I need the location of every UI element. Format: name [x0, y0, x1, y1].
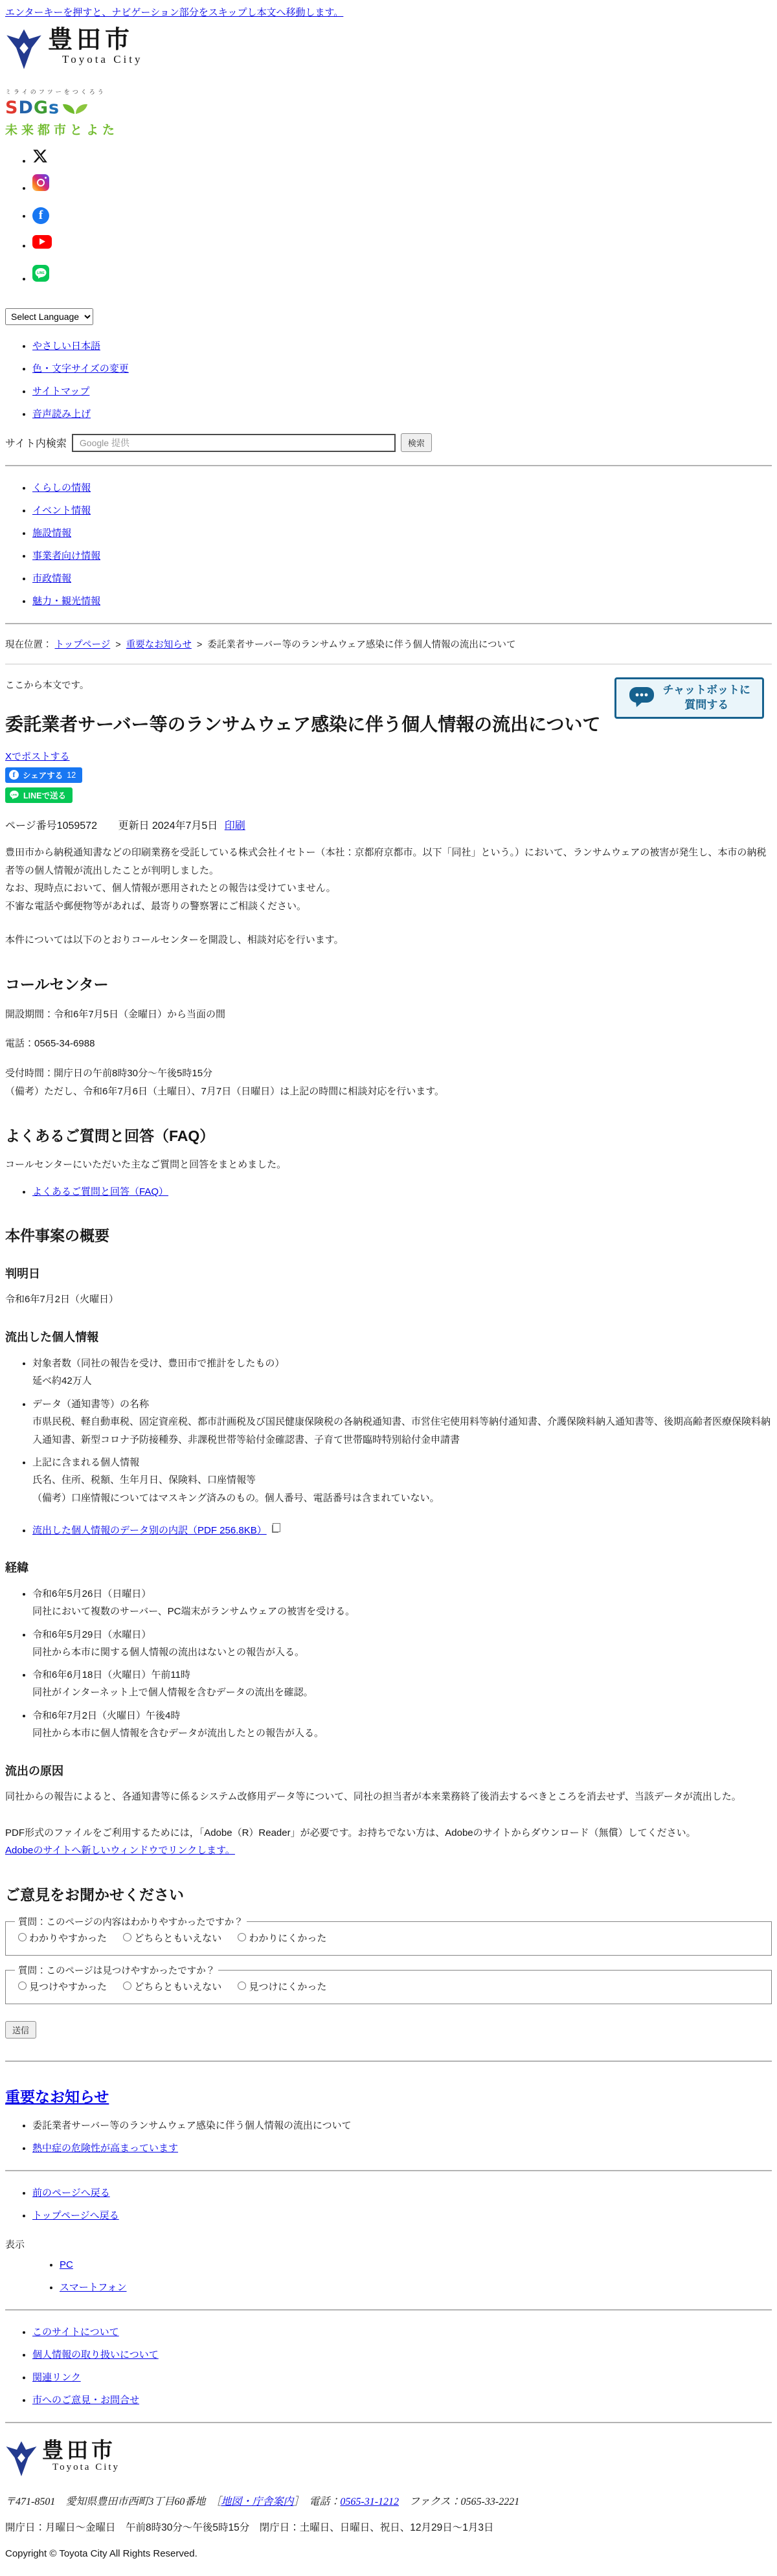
intro-section — [5, 844, 772, 949]
back-link[interactable]: 前のページへ戻る — [32, 2187, 110, 2199]
city-name-en: Toyota City — [62, 52, 143, 65]
radio-button[interactable] — [18, 1933, 27, 1941]
radio-button[interactable] — [18, 1982, 27, 1990]
display-label: 表示 — [5, 2239, 25, 2251]
call-center-hours-note: （備考）ただし、令和6年7月6日（土曜日）、7月7日（日曜日）は上記の時間に相談対応を行います。 — [5, 1085, 445, 1097]
utility-links — [5, 337, 772, 423]
sdgs-logo — [5, 87, 772, 138]
youtube-social-link[interactable] — [32, 240, 52, 251]
pdf-link-list — [5, 1522, 772, 1539]
sdgs-tagline: ミライのフツーをつくろう — [5, 89, 106, 95]
feedback-question-1 — [5, 1915, 772, 1956]
radio-button[interactable] — [123, 1933, 131, 1941]
faq-description: コールセンターにいただいた主なご質問と回答をまとめました。 — [5, 1158, 287, 1170]
skip-to-content-link[interactable]: エンターキーを押すと、ナビゲーション部分をスキップし本文へ移動します。 — [5, 7, 344, 18]
top-page-link[interactable]: トップページへ戻る — [32, 2210, 119, 2222]
global-nav — [5, 479, 772, 610]
nav-link-business[interactable]: 事業者向け情報 — [32, 550, 101, 561]
timeline-item: • 令和6年7月2日（火曜日）午後4時 同社から本市に個人情報を含むデータが流出したとの報告が入る。 — [32, 1707, 772, 1743]
sdgs-wordmark: SDGs — [5, 98, 60, 118]
x-post-link[interactable]: Xでポストする — [5, 751, 70, 762]
intro-paragraph: なお、現時点において、個人情報が悪用されたとの報告は受けていません。 — [5, 883, 336, 894]
chatbot-button[interactable] — [614, 677, 765, 719]
chat-bubble-icon — [628, 686, 655, 710]
sdgs-subtitle: 未来都市とよた — [5, 124, 119, 137]
line-icon — [32, 265, 49, 282]
display-pc-link[interactable]: PC — [60, 2259, 73, 2271]
leaked-info-list — [5, 1355, 772, 1508]
instagram-icon — [32, 174, 49, 191]
bottom-nav — [5, 2184, 772, 2224]
divider — [5, 2422, 772, 2423]
discovered-heading: 判明日 — [5, 1267, 40, 1281]
feedback-q2-option-2[interactable]: どちらともいえない — [120, 1982, 221, 1993]
adobe-note-text: PDF形式のファイルをご利用するためには，「Adobe（R）Reader」が必要です。お持ちでない方は、Adobeのサイトからダウンロード（無償）してください。 — [5, 1827, 696, 1838]
line-share-button[interactable]: LINE LINEで送る — [5, 787, 73, 803]
intro-paragraph: 本件については以下のとおりコールセンターを開設し、相談対応を行います。 — [5, 934, 344, 945]
breadcrumb-link-important-notices[interactable]: 重要なお知らせ — [126, 640, 192, 650]
footer-city-name-en: Toyota City — [52, 2461, 120, 2472]
call-center-heading: コールセンター — [5, 975, 109, 993]
nav-link-facilities[interactable]: 施設情報 — [32, 528, 72, 539]
leaked-info-heading: 流出した個人情報 — [5, 1331, 98, 1344]
page-meta — [5, 817, 772, 832]
divider — [5, 2170, 772, 2171]
call-center-phone: 電話：0565-34-6988 — [5, 1038, 95, 1050]
nav-link-living[interactable]: くらしの情報 — [32, 482, 91, 493]
social-links — [5, 148, 772, 288]
city-name: 豊田市 — [48, 27, 134, 54]
x-icon — [32, 148, 772, 164]
intro-paragraph: 不審な電話や郵便物等があれば、最寄りの警察署にご相談ください。 — [5, 901, 307, 912]
chatbot-label-line2: 質問する — [684, 698, 729, 711]
search-button[interactable]: 検索 — [401, 433, 432, 452]
list-item: • データ（通知書等）の名称 市県民税、軽自動車税、固定資産税、都市計画税及び国民健康保険税の各納税通知書、市営住宅使用料等納付通知書、介護保険料納入通知書等、後期高齢者医療保険料納入通知書、新型コロナ予防接種券、非課税世帯等給付金確認書、子育て世帯臨時特別給付金申請書 — [32, 1395, 772, 1449]
utility-link-easy-japanese[interactable]: やさしい日本語 — [32, 341, 101, 352]
leaked-data-pdf-link[interactable]: 流出した個人情報のデータ別の内訳（PDF 256.8KB） — [32, 1524, 267, 1536]
divider — [5, 2309, 772, 2310]
footer-address: 〒471-8501 愛知県豊田市西町3丁目60番地 ［地図・庁舎案内］ 電話：0565-31-1212 ファクス：0565-33-2221 — [5, 2496, 520, 2508]
footer-link-privacy[interactable]: 個人情報の取り扱いについて — [32, 2349, 159, 2361]
footer-link-contact[interactable]: 市へのご意見・お問合せ — [32, 2395, 140, 2406]
list-item: • 上記に含まれる個人情報 氏名、住所、税額、生年月日、保険料、口座情報等 （備考）口座情報についてはマスキング済みのもの。個人番号、電話番号は含まれていない。 — [32, 1454, 772, 1508]
svg-text:LINE: • LINE — [37, 271, 45, 275]
feedback-q2-option-3[interactable]: 見つけにくかった — [234, 1982, 326, 1993]
cause-heading: 流出の原因 — [5, 1764, 63, 1778]
line-icon — [9, 790, 19, 800]
divider — [5, 2061, 772, 2062]
timeline-heading: 経緯 — [5, 1561, 28, 1574]
language-select[interactable] — [5, 308, 93, 325]
feedback-question-2-legend: 質問：このページは見つけやすかったですか？ — [18, 1966, 216, 1977]
updated-date: 更新日 2024年7月5日 — [118, 820, 218, 831]
footer-logo — [5, 2440, 772, 2480]
search-label: サイト内検索 — [5, 438, 67, 449]
feedback-q1-option-2[interactable]: どちらともいえない — [120, 1933, 221, 1944]
feedback-q2-option-1[interactable]: 見つけやすかった — [15, 1982, 107, 1993]
chatbot-label-line1: チャットボットに — [662, 684, 750, 696]
skip-link-row — [5, 5, 772, 19]
facebook-social-link[interactable] — [32, 210, 49, 221]
display-options — [5, 2256, 772, 2296]
body-start-note: ここから本文です。 — [5, 681, 89, 691]
breadcrumb-label: 現在位置： — [5, 640, 52, 650]
toyota-city-emblem-icon — [5, 28, 43, 73]
utility-link-text-to-speech[interactable]: 音声読み上げ — [32, 409, 91, 420]
feedback-q1-option-3[interactable]: わかりにくかった — [234, 1933, 326, 1944]
nav-link-tourism[interactable]: 魅力・観光情報 — [32, 596, 101, 607]
feedback-form — [5, 1915, 772, 2048]
nav-link-city-government[interactable]: 市政情報 — [32, 573, 72, 584]
facebook-share-button[interactable]: f シェアする 12 — [5, 767, 82, 783]
line-social-link[interactable] — [32, 273, 49, 284]
adobe-site-link[interactable]: Adobeのサイトへ新しいウィンドウでリンクします。 — [5, 1845, 235, 1857]
footer-city-name: 豊田市 — [42, 2439, 116, 2463]
youtube-icon — [32, 235, 52, 249]
breadcrumb: 現在位置： トップページ > 重要なお知らせ > 委託業者サーバー等のランサムウェア感染に伴う個人情報の流出について — [5, 640, 516, 650]
cause-text: 同社からの報告によると、各通知書等に係るシステム改修用データ等について、同社の担当者が本来業務終了後消去するべきところを消去せず、当該データが流出した。 — [5, 1791, 741, 1802]
divider — [5, 465, 772, 466]
footer-links — [5, 2323, 772, 2409]
timeline-list — [5, 1585, 772, 1743]
faq-link[interactable]: よくあるご質問と回答（FAQ） — [32, 1186, 169, 1198]
faq-link-list — [5, 1183, 772, 1201]
important-notices-link[interactable]: 重要なお知らせ — [5, 2088, 109, 2106]
utility-link-color-fontsize[interactable]: 色・文字サイズの変更 — [32, 363, 129, 374]
feedback-q1-option-1[interactable]: わかりやすかった — [15, 1933, 107, 1944]
site-search — [5, 433, 772, 452]
faq-heading: よくあるご質問と回答（FAQ） — [5, 1127, 215, 1144]
overview-heading: 本件事案の概要 — [5, 1227, 109, 1245]
radio-button[interactable] — [238, 1933, 246, 1941]
timeline-item: • 令和6年6月18日（火曜日）午前11時 同社がインターネット上で個人情報を含むデータの流出を確認。 — [32, 1666, 772, 1702]
feedback-question-2 — [5, 1963, 772, 2004]
breadcrumb-current: 委託業者サーバー等のランサムウェア感染に伴う個人情報の流出について — [207, 640, 516, 650]
nav-link-events[interactable]: イベント情報 — [32, 505, 91, 516]
notice-item-heatstroke-link[interactable]: 熱中症の危険性が高まっています — [32, 2143, 179, 2154]
footer-link-related[interactable]: 関連リンク — [32, 2372, 81, 2384]
timeline-item: • 令和6年5月29日（水曜日） 同社から本市に関する個人情報の流出はないとの報告が入る。 — [32, 1626, 772, 1662]
pdf-file-icon — [272, 1525, 278, 1533]
phone-link[interactable]: 0565-31-1212 — [340, 2496, 400, 2508]
facebook-share-count: 12 — [67, 770, 76, 780]
feedback-question-1-legend: 質問：このページの内容はわかりやすかったですか？ — [18, 1917, 243, 1928]
facebook-icon: f — [9, 770, 19, 780]
x-social-link[interactable] — [32, 148, 772, 164]
page-number: ページ番号1059572 — [5, 820, 97, 831]
feedback-heading: ご意見をお聞かせください — [5, 1886, 184, 1904]
footer-office-hours: 開庁日：月曜日～金曜日 午前8時30分～午後5時15分 閉庁日：土曜日、日曜日、祝日、12月29日～1月3日 — [5, 2522, 494, 2534]
footer-link-about-site[interactable]: このサイトについて — [32, 2327, 119, 2338]
search-input[interactable] — [72, 434, 396, 452]
discovered-date: 令和6年7月2日（火曜日） — [5, 1294, 119, 1305]
radio-button[interactable] — [123, 1982, 131, 1990]
site-logo[interactable] — [5, 28, 772, 73]
instagram-social-link[interactable] — [32, 183, 49, 194]
footer-copyright: Copyright © Toyota City All Rights Reserved. — [5, 2548, 197, 2560]
intro-paragraph: 豊田市から納税通知書などの印刷業務を受託している株式会社イセトー（本社：京都府京都市。以下「同社」という。）において、ランサムウェアの被害が発生し、本市の納税者等の個人情報が流出したことが判明しました。 — [5, 846, 767, 876]
share-area — [5, 749, 772, 803]
notice-item-current: 委託業者サーバー等のランサムウェア感染に伴う個人情報の流出について — [32, 2120, 352, 2132]
radio-button[interactable] — [238, 1982, 246, 1990]
sprout-icon — [62, 98, 88, 118]
call-center-hours: 受付時間：開庁日の午前8時30分～午後5時15分 — [5, 1068, 213, 1079]
facebook-icon: f — [32, 207, 49, 224]
utility-link-sitemap[interactable]: サイトマップ — [32, 386, 90, 397]
map-office-guide-link[interactable]: 地図・庁舎案内 — [221, 2496, 294, 2508]
divider — [5, 623, 772, 624]
svg-text:LINE: LINE — [11, 793, 17, 797]
submit-button[interactable]: 送信 — [5, 2021, 36, 2039]
timeline-item: • 令和6年5月26日（日曜日） 同社において複数のサーバー、PC端末がランサムウェアの被害を受ける。 — [32, 1585, 772, 1621]
important-notices-heading — [5, 2085, 772, 2107]
toyota-city-emblem-icon — [5, 2440, 38, 2480]
list-item: • 対象者数（同社の報告を受け、豊田市で推計をしたもの） 延べ約42万人 — [32, 1355, 772, 1390]
important-notices-list — [5, 2117, 772, 2157]
display-smartphone-link[interactable]: スマートフォン — [60, 2282, 127, 2294]
print-link[interactable]: 印刷 — [224, 820, 245, 831]
breadcrumb-link-top[interactable]: トップページ — [54, 640, 111, 650]
page-title: 委託業者サーバー等のランサムウェア感染に伴う個人情報の流出について — [5, 714, 601, 734]
call-center-period: 開設期間：令和6年7月5日（金曜日）から当面の間 — [5, 1008, 226, 1020]
